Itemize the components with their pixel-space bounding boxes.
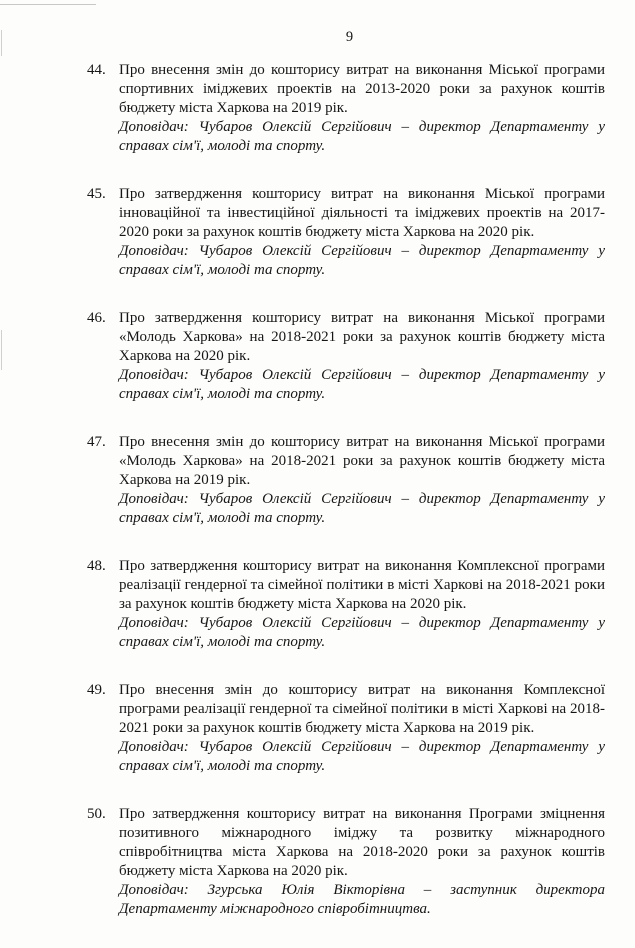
item-speaker bbox=[119, 490, 605, 528]
item-title: Про внесення змін до кошторису витрат на виконання Комплексної програми реалізації гендерної та сімейної політики в місті Харкові на 2018-2021 роки за рахунок коштів бюджету міста Харкова на 2019 рік. bbox=[119, 682, 605, 736]
item-speaker bbox=[119, 614, 605, 652]
speaker-name: Чубаров Олексій Сергійович – директор Департаменту у справах сім'ї, молоді та спорту. bbox=[119, 615, 605, 650]
scan-artifact-mark bbox=[1, 330, 2, 370]
item-speaker bbox=[119, 738, 605, 776]
speaker-name: Чубаров Олексій Сергійович – директор Департаменту у справах сім'ї, молоді та спорту. bbox=[119, 367, 605, 402]
speaker-name: Чубаров Олексій Сергійович – директор Департаменту у справах сім'ї, молоді та спорту. bbox=[119, 739, 605, 774]
agenda-item bbox=[87, 185, 605, 280]
speaker-label: Доповідач: bbox=[119, 243, 189, 259]
agenda-item bbox=[87, 681, 605, 776]
item-number: 48. bbox=[87, 558, 106, 574]
item-title: Про внесення змін до кошторису витрат на виконання Міської програми спортивних іміджевих проектів на 2013-2020 роки за рахунок коштів бюджету міста Харкова на 2019 рік. bbox=[119, 62, 605, 116]
item-number: 50. bbox=[87, 806, 106, 822]
item-number: 44. bbox=[87, 62, 106, 78]
speaker-label: Доповідач: bbox=[119, 882, 189, 898]
item-number: 47. bbox=[87, 434, 106, 450]
item-speaker bbox=[119, 242, 605, 280]
speaker-name: Згурська Юлія Вікторівна – заступник директора Департаменту міжнародного співробітництва. bbox=[119, 882, 605, 917]
speaker-name: Чубаров Олексій Сергійович – директор Департаменту у справах сім'ї, молоді та спорту. bbox=[119, 119, 605, 154]
speaker-label: Доповідач: bbox=[119, 119, 189, 135]
item-title: Про затвердження кошторису витрат на виконання Програми зміцнення позитивного міжнародного іміджу та розвитку міжнародного співробітництва міста Харкова на 2018-2020 роки за рахунок коштів бюджету міста Харкова на 2020 рік. bbox=[119, 806, 605, 879]
item-number: 45. bbox=[87, 186, 106, 202]
speaker-label: Доповідач: bbox=[119, 615, 189, 631]
item-number: 46. bbox=[87, 310, 106, 326]
agenda-item bbox=[87, 557, 605, 652]
page-number: 9 bbox=[345, 29, 354, 45]
agenda-item bbox=[87, 61, 605, 156]
speaker-name: Чубаров Олексій Сергійович – директор Департаменту у справах сім'ї, молоді та спорту. bbox=[119, 491, 605, 526]
speaker-label: Доповідач: bbox=[119, 367, 189, 383]
item-speaker bbox=[119, 881, 605, 919]
speaker-name: Чубаров Олексій Сергійович – директор Департаменту у справах сім'ї, молоді та спорту. bbox=[119, 243, 605, 278]
item-speaker bbox=[119, 366, 605, 404]
item-number: 49. bbox=[87, 682, 106, 698]
item-title: Про затвердження кошторису витрат на виконання Комплексної програми реалізації гендерної та сімейної політики в місті Харкові на 2018-2021 роки за рахунок коштів бюджету міста Харкова на 2020 рік. bbox=[119, 558, 605, 612]
agenda-item bbox=[87, 309, 605, 404]
item-title: Про внесення змін до кошторису витрат на виконання Міської програми «Молодь Харкова» на 2018-2021 роки за рахунок коштів бюджету міста Харкова на 2019 рік. bbox=[119, 434, 605, 488]
item-title: Про затвердження кошторису витрат на виконання Міської програми інноваційної та інвестиційної діяльності та іміджевих проектів на 2017-2020 роки за рахунок коштів бюджету міста Харкова на 2020 рік. bbox=[119, 186, 605, 240]
speaker-label: Доповідач: bbox=[119, 739, 189, 755]
item-title: Про затвердження кошторису витрат на виконання Міської програми «Молодь Харкова» на 2018-2021 роки за рахунок коштів бюджету міста Харкова на 2020 рік. bbox=[119, 310, 605, 364]
item-speaker bbox=[119, 118, 605, 156]
agenda-list bbox=[87, 61, 605, 948]
agenda-item bbox=[87, 433, 605, 528]
scan-artifact-line bbox=[0, 4, 96, 5]
speaker-label: Доповідач: bbox=[119, 491, 189, 507]
